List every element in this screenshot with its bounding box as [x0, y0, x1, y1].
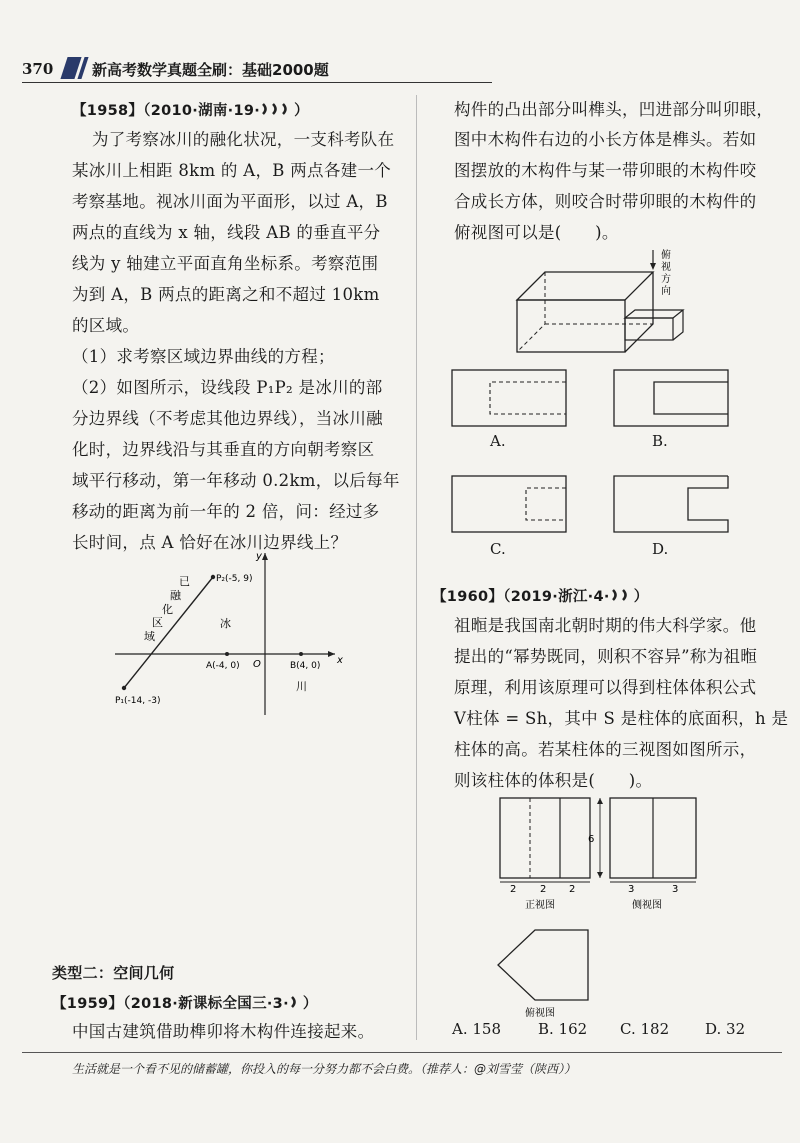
front-view-label: 正视图	[525, 900, 555, 911]
problem-1960-line: V柱体 = Sh，其中 S 是柱体的底面积，h 是	[454, 709, 789, 728]
x-axis-arrow-icon	[328, 651, 335, 657]
section-heading: 类型二：空间几何	[52, 964, 175, 982]
view-arrow-head-icon	[650, 263, 656, 270]
a-label: A(-4, 0)	[206, 661, 240, 671]
option-c-label[interactable]: C.	[490, 540, 506, 558]
block-front-face	[517, 300, 625, 352]
footer-rule	[22, 1052, 782, 1053]
option-b-figure[interactable]	[612, 368, 732, 428]
dimension-arrow-icon	[597, 872, 603, 878]
point-b	[299, 652, 303, 656]
origin-label: O	[253, 659, 261, 670]
problem-1960-line: 则该柱体的体积是( )。	[454, 771, 653, 790]
problem-1958-line: 长时间，点 A 恰好在冰川边界线上？	[72, 533, 348, 552]
option-a-figure[interactable]	[450, 368, 570, 428]
answer-choice[interactable]: C. 182	[620, 1020, 670, 1038]
problem-1959-line: 图摆放的木构件与某一带卯眼的木构件咬	[454, 161, 757, 180]
problem-1960-line: 柱体的高。若某柱体的三视图如图所示，	[454, 740, 757, 759]
block-hidden-edge	[517, 272, 545, 352]
b-label: B(4, 0)	[290, 661, 321, 671]
mortise-tenon-figure	[505, 248, 705, 358]
page-number: 370	[22, 60, 54, 78]
melted-label: 区	[152, 616, 163, 629]
p2-label: P₂(-5, 9)	[216, 574, 253, 584]
difficulty-3-icon	[260, 102, 294, 116]
dimension-label: 2	[569, 884, 576, 895]
melted-label: 域	[144, 630, 155, 643]
problem-1960-line: 祖暅是我国南北朝时期的伟大科学家。他	[454, 616, 757, 635]
option-b-label[interactable]: B.	[652, 432, 668, 450]
side-view-label: 侧视图	[632, 900, 662, 911]
y-axis-arrow-icon	[262, 553, 268, 560]
problem-1958-line: 为到 A，B 两点的距离之和不超过 10km	[72, 285, 380, 304]
problem-1958-line: 域平行移动，第一年移动 0.2km，以后每年	[72, 471, 400, 490]
option-d-label[interactable]: D.	[652, 540, 669, 558]
problem-1958-line: （1）求考察区域边界曲线的方程；	[72, 347, 335, 366]
problem-1959-line: 图中木构件右边的小长方体是榫头。若如	[454, 130, 757, 149]
melted-label: 融	[170, 589, 181, 602]
ice-label: 冰	[220, 617, 231, 630]
front-view	[500, 798, 590, 878]
top-view-label: 俯视图	[525, 1008, 555, 1019]
tenon-top	[625, 310, 683, 318]
dimension-label: 2	[510, 884, 517, 895]
problem-1958-tag: 【1958】（2010·湖南·19· ）	[72, 103, 309, 119]
point-a	[225, 652, 229, 656]
point-p2	[211, 575, 215, 579]
view-direction-label: 俯	[661, 250, 671, 261]
problem-1958-line: （2）如图所示，设线段 P₁P₂ 是冰川的部	[72, 378, 383, 397]
block-top-face	[517, 272, 653, 300]
header-rule	[22, 82, 492, 83]
problem-1960-line: 提出的“幂势既同，则积不容异”称为祖暅	[454, 647, 758, 666]
problem-1959-line: 合成长方体，则咬合时带卯眼的木构件的	[454, 192, 757, 211]
difficulty-2-icon	[610, 588, 634, 602]
problem-1959-line: 中国古建筑借助榫卯将木构件连接起来。	[72, 1022, 375, 1041]
answer-choice[interactable]: A. 158	[452, 1020, 501, 1038]
dimension-label: 2	[540, 884, 547, 895]
melted-label: 化	[162, 603, 173, 616]
view-direction-label: 向	[661, 286, 671, 297]
problem-1958-line: 两点的直线为 x 轴，线段 AB 的垂直平分	[72, 223, 381, 242]
option-d-figure[interactable]	[612, 474, 732, 534]
p1-label: P₁(-14, -3)	[115, 696, 161, 706]
difficulty-1-icon	[289, 995, 303, 1009]
tenon-front	[625, 318, 673, 340]
point-p1	[122, 686, 126, 690]
footer-quote: 生活就是一个看不见的储蓄罐，你投入的每一分努力都不会白费。（推荐人：@刘雪莹（陕西））	[72, 1062, 577, 1076]
book-title: 新高考数学真题全刷：基础2000题	[92, 61, 329, 79]
problem-1958-line: 的区域。	[72, 316, 140, 335]
view-direction-label: 视	[661, 262, 671, 273]
x-axis-label: x	[337, 655, 343, 666]
option-a-label[interactable]: A.	[490, 432, 506, 450]
problem-1958-line: 化时，边界线沿与其垂直的方向朝考察区	[72, 440, 375, 459]
dimension-label: 3	[672, 884, 679, 895]
dimension-arrow-icon	[597, 798, 603, 804]
height-label: 6	[588, 834, 595, 845]
problem-1958-line: 某冰川上相距 8km 的 A，B 两点各建一个	[72, 161, 392, 180]
problem-1959-tag: 【1959】（2018·新课标全国三·3· ）	[52, 996, 318, 1012]
column-divider	[416, 95, 417, 1040]
top-view	[498, 930, 588, 1000]
view-direction-label: 方	[661, 274, 671, 285]
problem-1958-line: 移动的距离为前一年的 2 倍，问：经过多	[72, 502, 380, 521]
problem-1958-line: 线为 y 轴建立平面直角坐标系。考察范围	[72, 254, 379, 273]
glacier-coordinate-diagram	[110, 545, 350, 720]
dimension-label: 3	[628, 884, 635, 895]
three-view-drawing	[480, 790, 710, 1020]
answer-choice[interactable]: D. 32	[705, 1020, 746, 1038]
problem-1958-line: 分边界线（不考虑其他边界线），当冰川融	[72, 409, 383, 428]
y-axis-label: y	[256, 551, 262, 562]
option-c-figure[interactable]	[450, 474, 570, 534]
problem-1958-line: 考察基地。视冰川面为平面形，以过 A，B	[72, 192, 388, 211]
problem-1958-line: 为了考察冰川的融化状况，一支科考队在	[92, 130, 395, 149]
river-label: 川	[296, 680, 307, 693]
problem-1960-line: 原理，利用该原理可以得到柱体体积公式	[454, 678, 757, 697]
melted-label: 已	[179, 575, 190, 588]
segment-p1p2	[124, 577, 213, 688]
problem-1959-line: 构件的凸出部分叫榫头，凹进部分叫卯眼，	[454, 100, 774, 119]
problem-1960-tag: 【1960】（2019·浙江·4· ）	[432, 589, 649, 605]
problem-1959-line: 俯视图可以是( )。	[454, 223, 619, 242]
answer-choice[interactable]: B. 162	[538, 1020, 588, 1038]
